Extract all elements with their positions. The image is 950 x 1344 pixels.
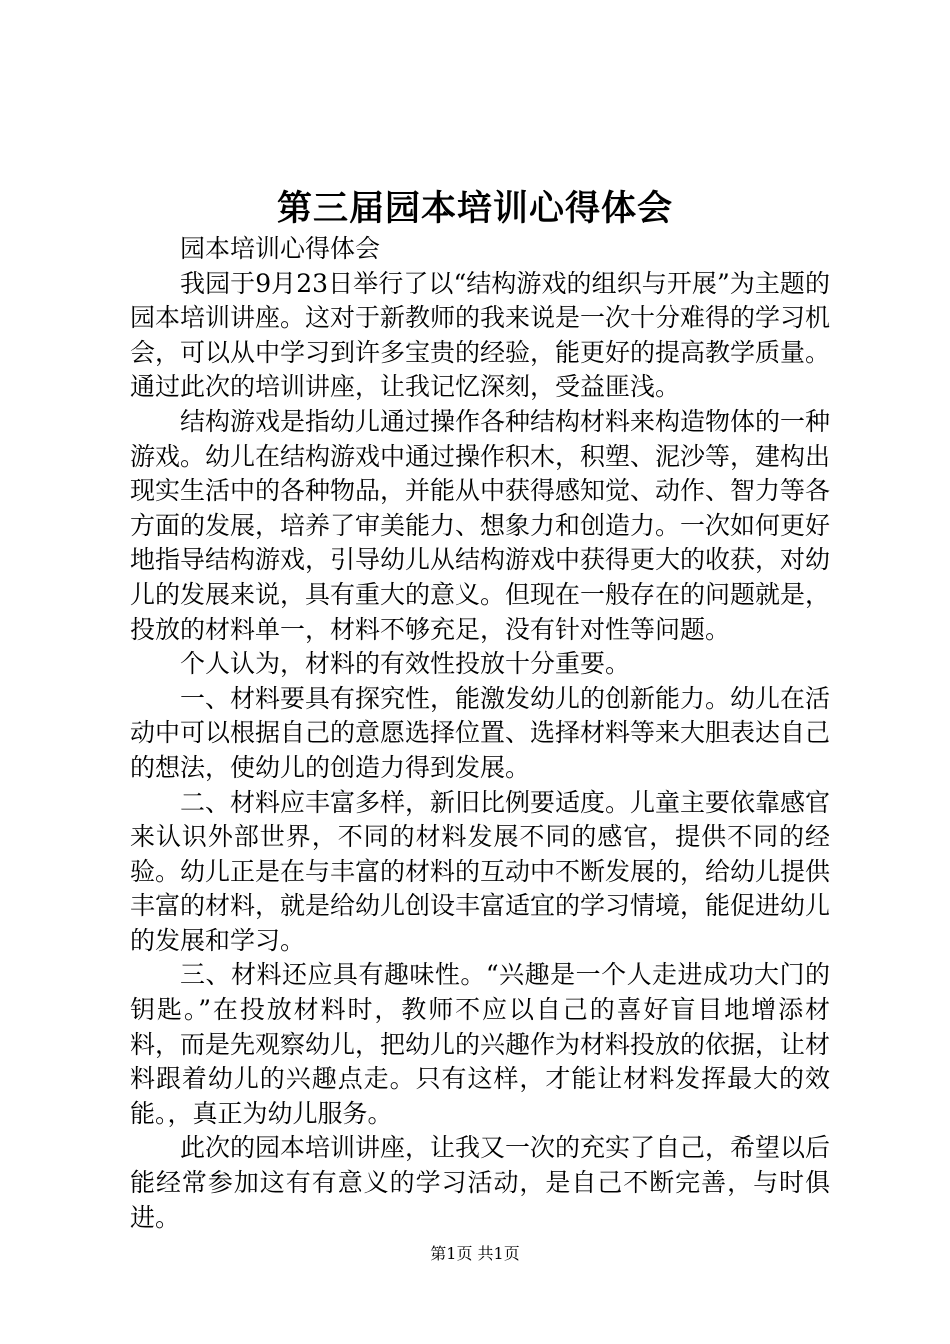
paragraph-structure-game: 结构游戏是指幼儿通过操作各种结构材料来构造物体的一种游戏。幼儿在结构游戏中通过操作积木，积塑、泥沙等，建构出现实生活中的各种物品，并能从中获得感知觉、动作、智力等各方面的发展，培养了审美能力、想象力和创造力。一次如何更好地指导结构游戏，引导幼儿从结构游戏中获得更大的收获，对幼儿的发展来说，具有重大的意义。但现在一般存在的问题就是，投放的材料单一，材料不够充足，没有针对性等问题。 bbox=[130, 406, 831, 644]
paragraph-subtitle: 园本培训心得体会 bbox=[180, 234, 381, 263]
page-footer: 第1页 共1页 bbox=[430, 1244, 520, 1263]
paragraph-point-two: 二、材料应丰富多样，新旧比例要适度。儿童主要依靠感官来认识外部世界，不同的材料发展不同的感官，提供不同的经验。幼儿正是在与丰富的材料的互动中不断发展的，给幼儿提供丰富的材料，就是给幼儿创设丰富适宜的学习情境，能促进幼儿的发展和学习。 bbox=[130, 787, 831, 955]
paragraph-point-three: 三、材料还应具有趣味性。“兴趣是一个人走进成功大门的钥匙。”在投放材料时，教师不应以自己的喜好盲目地增添材料，而是先观察幼儿，把幼儿的兴趣作为材料投放的依据，让材料跟着幼儿的兴趣点走。只有这样，才能让材料发挥最大的效能。，真正为幼儿服务。 bbox=[130, 960, 831, 1128]
document-body bbox=[130, 232, 830, 1235]
paragraph-conclusion: 此次的园本培训讲座，让我又一次的充实了自己，希望以后能经常参加这有有意义的学习活动，是自己不断完善，与时俱进。 bbox=[130, 1133, 831, 1232]
paragraph-intro: 我园于9月23日举行了以“结构游戏的组织与开展”为主题的园本培训讲座。这对于新教师的我来说是一次十分难得的学习机会，可以从中学习到许多宝贵的经验，能更好的提高教学质量。通过此次的培训讲座，让我记忆深刻，受益匪浅。 bbox=[130, 268, 831, 402]
document-title: 第三届园本培训心得体会 bbox=[276, 188, 673, 229]
paragraph-opinion: 个人认为，材料的有效性投放十分重要。 bbox=[180, 649, 631, 679]
paragraph-point-one: 一、材料要具有探究性，能激发幼儿的创新能力。幼儿在活动中可以根据自己的意愿选择位置、选择材料等来大胆表达自己的想法，使幼儿的创造力得到发展。 bbox=[130, 683, 831, 782]
